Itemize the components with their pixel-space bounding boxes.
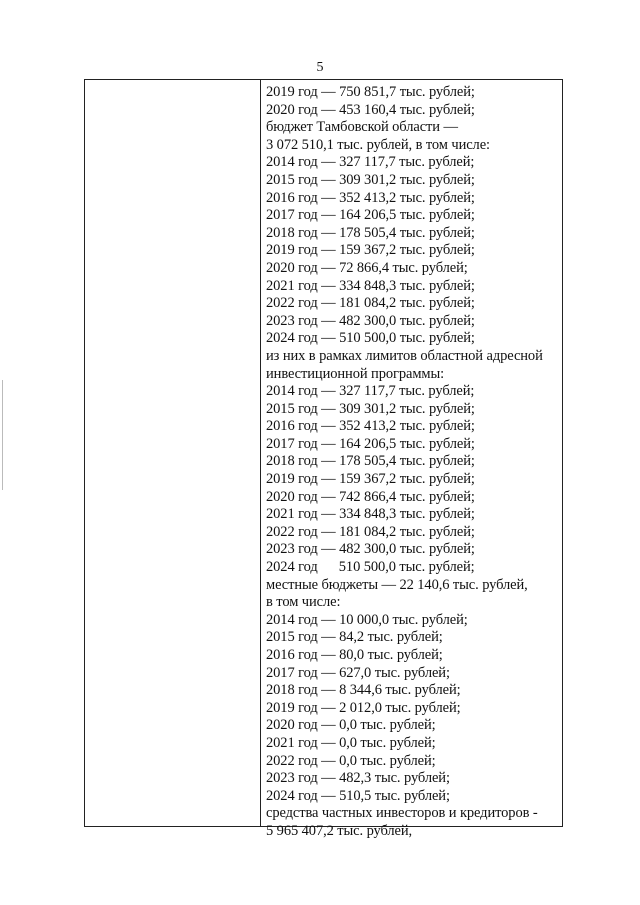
text-line: 2022 год — 181 084,2 тыс. рублей; [266, 523, 475, 540]
text-line: 2022 год — 0,0 тыс. рублей; [266, 752, 436, 769]
text-line: 5 965 407,2 тыс. рублей, [266, 822, 413, 839]
text-line: 2022 год — 181 084,2 тыс. рублей; [266, 295, 475, 312]
text-line: из них в рамках лимитов областной адресной [266, 347, 543, 364]
text-line: 2015 год — 309 301,2 тыс. рублей; [266, 171, 475, 188]
budget-table [84, 79, 563, 839]
text-line: 2023 год — 482,3 тыс. рублей; [266, 770, 450, 787]
text-line: 2017 год — 164 206,5 тыс. рублей; [266, 435, 475, 452]
text-line: в том числе: [266, 594, 341, 611]
text-line: 2014 год — 10 000,0 тыс. рублей; [266, 611, 468, 628]
text-line: 2017 год — 627,0 тыс. рублей; [266, 664, 450, 681]
text-line: 2016 год — 352 413,2 тыс. рублей; [266, 189, 475, 206]
text-line: бюджет Тамбовской области — [266, 119, 458, 136]
text-line: 2020 год — 742 866,4 тыс. рублей; [266, 488, 475, 505]
text-line: 2024 год 510 500,0 тыс. рублей; [266, 559, 475, 576]
text-line: 2015 год — 84,2 тыс. рублей; [266, 629, 443, 646]
text-line: 2020 год — 0,0 тыс. рублей; [266, 717, 436, 734]
text-line: 2014 год — 327 117,7 тыс. рублей; [266, 383, 475, 400]
table-right-column [261, 80, 562, 839]
text-line: 2021 год — 334 848,3 тыс. рублей; [266, 277, 475, 294]
text-line: 2017 год — 164 206,5 тыс. рублей; [266, 207, 475, 224]
text-line: 2015 год — 309 301,2 тыс. рублей; [266, 400, 475, 417]
text-line: 2019 год — 159 367,2 тыс. рублей; [266, 471, 475, 488]
text-line: 2021 год — 334 848,3 тыс. рублей; [266, 506, 475, 523]
text-line: 2016 год — 80,0 тыс. рублей; [266, 647, 443, 663]
text-line: 2019 год — 159 367,2 тыс. рублей; [266, 242, 475, 259]
text-line: 2019 год — 2 012,0 тыс. рублей; [266, 699, 461, 716]
text-line: средства частных инвесторов и кредиторов - [266, 805, 538, 822]
text-line: 2019 год — 750 851,7 тыс. рублей; [266, 84, 475, 100]
text-line: местные бюджеты — 22 140,6 тыс. рублей, [266, 576, 528, 593]
scan-edge-mark [2, 380, 3, 490]
text-line: 2018 год — 178 505,4 тыс. рублей; [266, 224, 475, 241]
text-line: 2018 год — 178 505,4 тыс. рублей; [266, 453, 475, 470]
text-line: инвестиционной программы: [266, 365, 445, 382]
table-left-column [85, 80, 261, 826]
text-line: 2024 год — 510 500,0 тыс. рублей; [266, 330, 475, 347]
text-line: 2023 год — 482 300,0 тыс. рублей; [266, 312, 475, 329]
text-line: 2021 год — 0,0 тыс. рублей; [266, 734, 436, 751]
text-line: 2016 год — 352 413,2 тыс. рублей; [266, 418, 475, 435]
text-line: 2024 год — 510,5 тыс. рублей; [266, 787, 450, 804]
text-line: 2018 год — 8 344,6 тыс. рублей; [266, 682, 461, 699]
text-line: 3 072 510,1 тыс. рублей, в том числе: [266, 136, 490, 153]
text-line: 2020 год — 453 160,4 тыс. рублей; [266, 101, 475, 118]
text-line: 2020 год — 72 866,4 тыс. рублей; [266, 259, 468, 276]
text-line: 2023 год — 482 300,0 тыс. рублей; [266, 541, 475, 558]
page-number: 5 [316, 60, 324, 75]
text-line: 2014 год — 327 117,7 тыс. рублей; [266, 154, 475, 171]
